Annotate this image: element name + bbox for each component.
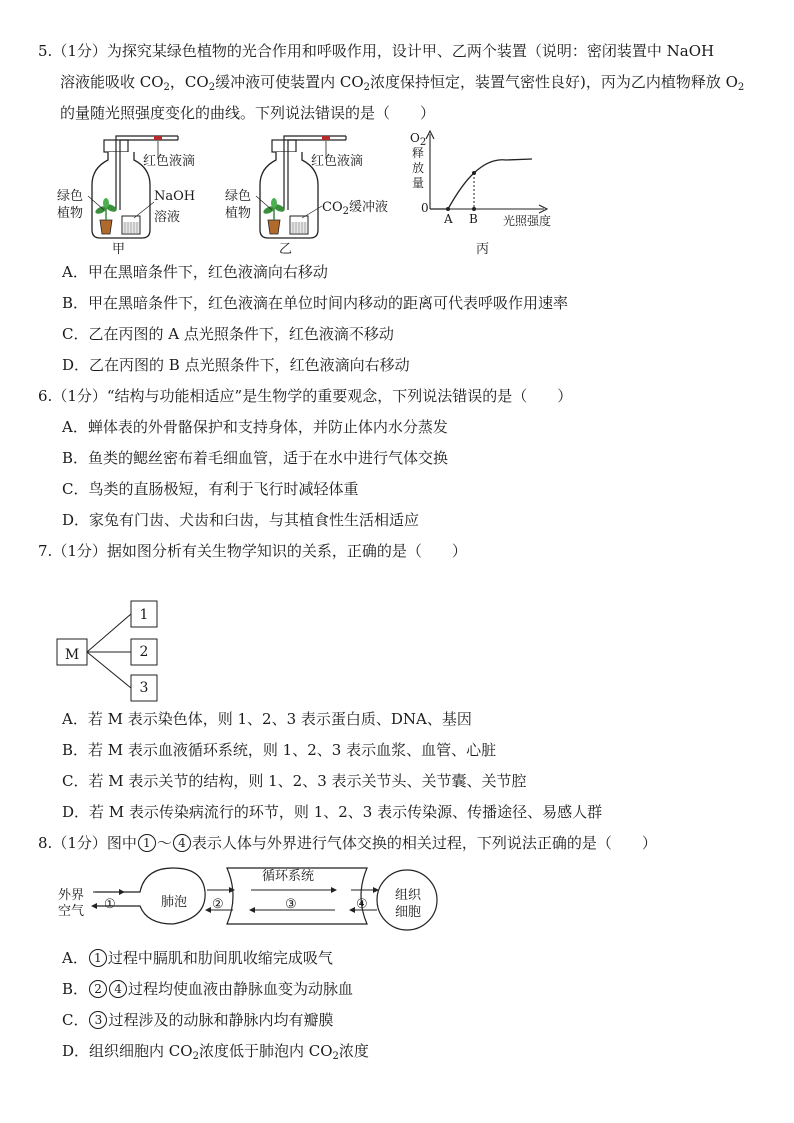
q7-stem: 据如图分析有关生物学知识的关系，正确的是（ ） [106, 542, 467, 560]
graph-y-char: 放 [411, 161, 424, 175]
q5-stem-text: 的量随光照强度变化的曲线。下列说法错误的是（ ） [60, 104, 436, 122]
q5-line2 [38, 67, 758, 98]
option-text: D．组织细胞内 CO [62, 1042, 193, 1060]
q8-option-c[interactable] [62, 1005, 334, 1036]
q8-number: 8. [38, 834, 53, 852]
q5-option-b[interactable]: B．甲在黑暗条件下，红色液滴在单位时间内移动的距离可代表呼吸作用速率 [62, 294, 569, 312]
caption-yi: 乙 [279, 242, 293, 257]
q7-score: （1分） [52, 542, 107, 560]
tissue-cell-label-1: 组织 [395, 888, 422, 903]
q8-option-b[interactable] [62, 974, 353, 1005]
q5-score: （1分） [52, 42, 107, 60]
q8-stem-line [38, 828, 758, 859]
caption-jia: 甲 [112, 242, 126, 257]
alveolus-shape [95, 868, 205, 924]
q5-option-d[interactable]: D．乙在丙图的 B 点光照条件下，红色液滴向右移动 [62, 356, 410, 374]
q5-line1 [38, 36, 758, 67]
yi-plant-label-2: 植物 [225, 206, 252, 221]
graph-y-char: 释 [411, 146, 424, 160]
point-a [446, 207, 450, 211]
question-6 [38, 381, 758, 412]
subscript: 2 [363, 82, 370, 93]
q5-line3 [38, 98, 758, 129]
process-3-label: ③ [285, 897, 297, 912]
graph-point-a-label: A [444, 212, 453, 226]
q7-number: 7. [38, 542, 53, 560]
jia-naoh-label-2: 溶液 [154, 210, 181, 225]
tree-root-label: M [64, 647, 80, 663]
option-text: 浓度低于肺泡内 CO [198, 1042, 333, 1060]
process-1-label: ① [104, 897, 116, 912]
q5-stem-text: 浓度保持恒定，装置气密性良好)，丙为乙内植物释放 O [370, 73, 738, 91]
subscript: 2 [208, 82, 216, 93]
q5-stem-text: 缓冲液可使装置内 CO [215, 73, 364, 91]
yi-droplet-label: 红色液滴 [311, 154, 364, 169]
q7-option-a[interactable]: A．若 M 表示染色体，则 1、2、3 表示蛋白质、DNA、基因 [62, 710, 472, 728]
q5-option-a[interactable]: A．甲在黑暗条件下，红色液滴向右移动 [62, 263, 328, 281]
q6-option-a[interactable]: A．蝉体表的外骨骼保护和支持身体，并防止体内水分蒸发 [62, 418, 448, 436]
option-text: 过程涉及的动脉和静脉内均有瓣膜 [108, 1011, 334, 1029]
circled-number: 1 [89, 949, 107, 967]
graph-y-char: 量 [411, 176, 424, 190]
subscript: 2 [419, 137, 427, 148]
question-7 [38, 536, 758, 567]
yi-co2-label [322, 196, 388, 215]
red-droplet [154, 136, 162, 140]
graph-x-label: 光照强度 [503, 214, 552, 228]
o2-text: O [410, 131, 420, 145]
jia-naoh-label-1: NaOH [154, 189, 196, 204]
q8-stem-text: 表示人体与外界进行气体交换的相关过程，下列说法正确的是（ ） [191, 834, 657, 852]
alveoli-label: 肺泡 [161, 895, 188, 910]
q8-score: （1分） [52, 834, 107, 852]
q6-option-d[interactable]: D．家兔有门齿、犬齿和臼齿，与其植食性生活相适应 [62, 511, 420, 529]
q6-stem-line [38, 381, 758, 412]
option-prefix: B． [62, 980, 89, 998]
q6-option-b[interactable]: B．鱼类的鳃丝密布着毛细血管，适于在水中进行气体交换 [62, 449, 449, 467]
graph-o2-label [410, 131, 426, 146]
jia-plant-label-2: 植物 [57, 206, 84, 221]
circled-number: 4 [109, 980, 127, 998]
outside-air-label-2: 空气 [58, 904, 85, 919]
co2-text: CO [322, 200, 343, 215]
option-prefix: C． [62, 1011, 89, 1029]
co2-buffer-text: 缓冲液 [348, 200, 388, 215]
plant-pot [100, 220, 112, 234]
o2-curve [430, 159, 532, 209]
q5-stem-line1: 为探究某绿色植物的光合作用和呼吸作用，设计甲、乙两个装置（说明：密闭装置中 NaOH [106, 42, 715, 60]
subscript: 2 [342, 206, 349, 217]
tree-label-3: 3 [139, 680, 149, 696]
q7-option-d[interactable]: D．若 M 表示传染病流行的环节，则 1、2、3 表示传染源、传播途径、易感人群 [62, 803, 603, 821]
circled-number: 4 [173, 834, 191, 852]
subscript: 2 [332, 1051, 339, 1062]
tissue-cell-label-2: 细胞 [395, 905, 422, 920]
graph-origin: 0 [421, 201, 429, 215]
q8-option-d[interactable] [62, 1036, 369, 1067]
process-4-label: ④ [356, 897, 368, 912]
jia-plant-label-1: 绿色 [57, 189, 84, 204]
option-text: 过程均使血液由静脉血变为动脉血 [128, 980, 354, 998]
circled-number: 3 [89, 1011, 107, 1029]
circled-number: 1 [138, 834, 156, 852]
q6-stem: “结构与功能相适应”是生物学的重要观念，下列说法错误的是（ ） [106, 387, 573, 405]
tree-label-2: 2 [139, 644, 149, 660]
caption-bing: 丙 [476, 242, 490, 257]
q5-number: 5. [38, 42, 53, 60]
q5-option-c[interactable]: C．乙在丙图的 A 点光照条件下，红色液滴不移动 [62, 325, 394, 343]
circled-number: 2 [89, 980, 107, 998]
question-5 [38, 36, 758, 129]
option-prefix: A． [62, 949, 88, 967]
q6-option-c[interactable]: C．鸟类的直肠极短，有利于飞行时减轻体重 [62, 480, 359, 498]
tree-label-1: 1 [139, 607, 149, 623]
question-8 [38, 828, 758, 859]
q6-number: 6. [38, 387, 53, 405]
q8-stem-text: 图中 [106, 834, 137, 852]
option-text: 浓度 [338, 1042, 369, 1060]
graph-y-label [410, 131, 426, 191]
q7-option-c[interactable]: C．若 M 表示关节的结构，则 1、2、3 表示关节头、关节囊、关节腔 [62, 772, 527, 790]
q5-stem-text: ，CO [169, 73, 209, 91]
red-droplet [322, 136, 330, 140]
graph-point-b-label: B [469, 212, 478, 226]
q6-score: （1分） [52, 387, 107, 405]
subscript: 2 [737, 82, 745, 93]
circulation-label: 循环系统 [262, 869, 315, 884]
option-text: 过程中膈肌和肋间肌收缩完成吸气 [107, 949, 333, 967]
plant-pot [268, 220, 280, 234]
q7-stem-line [38, 536, 758, 567]
outside-air-label-1: 外界 [58, 888, 85, 903]
q8-option-a[interactable] [62, 943, 333, 974]
jia-droplet-label: 红色液滴 [143, 154, 196, 169]
q5-stem-text: 溶液能吸收 CO [60, 73, 164, 91]
subscript: 2 [192, 1051, 199, 1062]
process-2-label: ② [212, 897, 224, 912]
yi-plant-label-1: 绿色 [225, 189, 252, 204]
q8-stem-text: ～ [156, 834, 172, 852]
q7-option-b[interactable]: B．若 M 表示血液循环系统，则 1、2、3 表示血浆、血管、心脏 [62, 741, 497, 759]
subscript: 2 [163, 82, 170, 93]
